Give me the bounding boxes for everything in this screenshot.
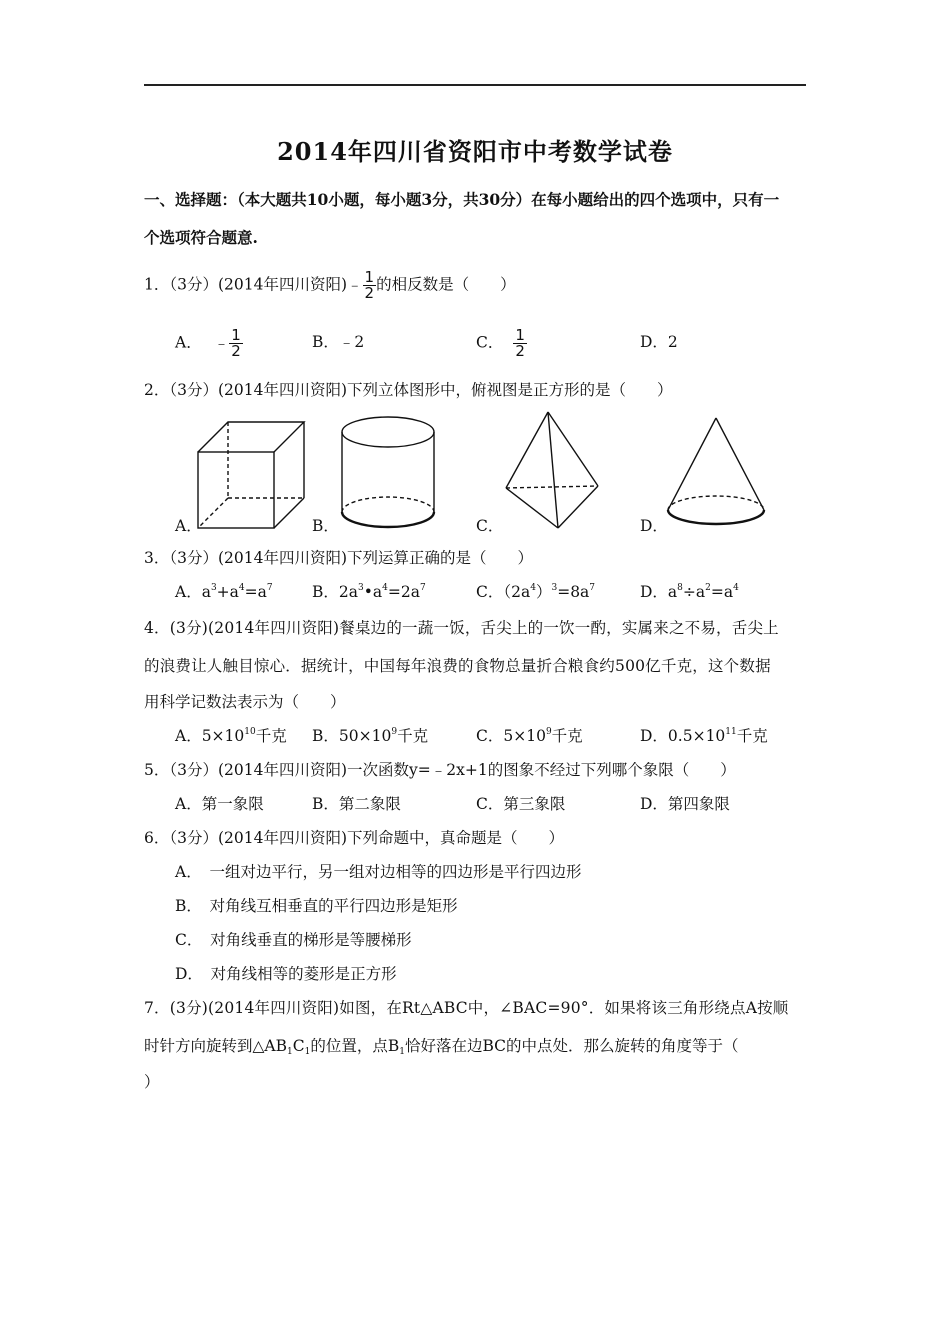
q3-c-exp: 7 — [589, 583, 596, 593]
q3-b-part: B．2a — [312, 583, 358, 601]
q1-fraction — [363, 270, 377, 301]
q7-stem-line2 — [144, 1036, 739, 1056]
q3-a-exp: 3 — [210, 583, 217, 593]
section-heading-line2: 个选项符合题意. — [144, 228, 258, 247]
q3-b-part: •a — [363, 583, 383, 601]
q4-option-d[interactable] — [640, 726, 768, 746]
q5-option-a[interactable]: A．第一象限 — [175, 795, 264, 813]
q4-stem-line1: 4．(3分)(2014年四川资阳)餐桌边的一蔬一饭，舌尖上的一饮一酌，实属来之不易，舌尖上 — [144, 619, 779, 637]
q4-a-exp: 10 — [244, 727, 256, 737]
q2-stem: 2．（3分）(2014年四川资阳)下列立体图形中，俯视图是正方形的是（ ） — [144, 381, 673, 399]
q4-c-exp: 9 — [545, 727, 552, 737]
q4-b-base: B．50×10 — [312, 727, 392, 745]
q7-subscript: 1 — [304, 1047, 311, 1057]
q3-option-a[interactable] — [175, 582, 273, 602]
q1-option-c-denominator: 2 — [515, 342, 525, 360]
q4-stem-line2: 的浪费让人触目惊心．据统计，中国每年浪费的食物总量折合粮食约500亿千克，这个数据 — [144, 657, 771, 675]
q4-d-exp: 11 — [725, 727, 737, 737]
q5-option-b[interactable]: B．第二象限 — [312, 795, 401, 813]
q1-option-a-denominator: 2 — [231, 342, 241, 360]
q4-b-unit: 千克 — [397, 727, 429, 745]
q5-option-c[interactable]: C．第三象限 — [476, 795, 566, 813]
q1-prefix: 1．（3分）(2014年四川资阳) — [144, 275, 348, 294]
q7-text: 的位置，点B — [310, 1037, 400, 1055]
cube-figure — [190, 418, 310, 534]
q4-d-unit: 千克 — [736, 727, 768, 745]
q1-option-c-numerator: 1 — [515, 326, 525, 344]
q3-d-exp: 4 — [733, 583, 739, 593]
q3-option-b[interactable] — [312, 582, 426, 602]
q3-a-part: =a — [244, 583, 267, 601]
q1-option-a-fraction — [229, 328, 243, 359]
q3-b-exp: 7 — [419, 583, 426, 593]
q4-option-a[interactable] — [175, 726, 287, 746]
cylinder-figure — [338, 412, 438, 534]
q3-option-d[interactable] — [640, 582, 739, 602]
section-heading-line1: 一、选择题：（本大题共10小题，每小题3分，共30分）在每小题给出的四个选项中，只有一 — [144, 190, 780, 209]
pyramid-figure — [500, 408, 602, 532]
q1-denominator: 2 — [364, 284, 375, 302]
q2-option-d[interactable]: D． — [640, 517, 668, 535]
q6-option-a[interactable]: A． 一组对边平行，另一组对边相等的四边形是平行四边形 — [175, 863, 582, 881]
q6-option-c[interactable]: C． 对角线垂直的梯形是等腰梯形 — [175, 931, 412, 949]
q3-a-exp: 7 — [266, 583, 273, 593]
q3-b-part: =2a — [387, 583, 420, 601]
q4-option-c[interactable] — [476, 726, 583, 746]
q3-a-exp: 4 — [238, 583, 245, 593]
q3-c-part: =8a — [557, 583, 590, 601]
q7-text: 时针方向旋转到△AB — [144, 1037, 288, 1055]
q7-stem-line3: ） — [144, 1073, 160, 1091]
q3-d-part: ÷a — [682, 583, 706, 601]
q3-d-part: D．a — [640, 583, 678, 601]
q3-d-part: =a — [710, 583, 734, 601]
q1-stem — [144, 270, 516, 301]
q4-b-exp: 9 — [391, 727, 398, 737]
q1-numerator: 1 — [364, 268, 375, 286]
header-rule — [144, 84, 806, 86]
q3-c-exp: 3 — [551, 583, 558, 593]
q3-d-exp: 2 — [705, 583, 711, 593]
q3-c-part: C．（2a — [476, 583, 531, 601]
q1-suffix: 的相反数是（ ） — [376, 275, 516, 294]
q1-option-c[interactable] — [476, 328, 527, 359]
cone-figure — [664, 414, 770, 534]
q1-option-c-fraction — [513, 328, 527, 359]
q7-text: 恰好落在边BC的中点处．那么旋转的角度等于（ — [405, 1037, 739, 1055]
q4-stem-line3: 用科学记数法表示为（ ） — [144, 693, 346, 711]
q2-option-c[interactable]: C． — [476, 517, 504, 535]
q7-subscript: 1 — [399, 1047, 405, 1057]
q6-option-b[interactable]: B． 对角线互相垂直的平行四边形是矩形 — [175, 897, 458, 915]
q2-option-a[interactable]: A． — [175, 517, 202, 535]
q4-option-b[interactable] — [312, 726, 428, 746]
q3-a-part: A．a — [175, 583, 211, 601]
q1-option-a[interactable] — [175, 328, 243, 359]
q3-b-exp: 3 — [358, 583, 364, 593]
q1-option-c-label: C． — [476, 333, 504, 352]
q1-sign: ﹣ — [347, 275, 363, 294]
q4-a-unit: 千克 — [255, 727, 287, 745]
q6-stem: 6．（3分）(2014年四川资阳)下列命题中，真命题是（ ） — [144, 829, 565, 847]
q1-option-a-numerator: 1 — [231, 326, 241, 344]
q4-d-base: D．0.5×10 — [640, 727, 726, 745]
q3-option-c[interactable] — [476, 582, 595, 602]
q1-option-d[interactable]: D．2 — [640, 333, 678, 351]
q7-stem-line1: 7．(3分)(2014年四川资阳)如图，在Rt△ABC中，∠BAC=90°．如果将该三角形绕点A按顺 — [144, 999, 789, 1017]
q5-stem: 5．（3分）(2014年四川资阳)一次函数y=﹣2x+1的图象不经过下列哪个象限（ ） — [144, 761, 736, 779]
q3-b-exp: 4 — [382, 583, 388, 593]
q7-text: C — [292, 1037, 305, 1055]
q2-option-b[interactable]: B． — [312, 517, 339, 535]
q1-option-a-label: A． — [175, 333, 202, 352]
q3-c-part: ） — [535, 583, 552, 601]
q4-c-base: C．5×10 — [476, 727, 546, 745]
q3-stem: 3．（3分）(2014年四川资阳)下列运算正确的是（ ） — [144, 549, 534, 567]
q6-option-d[interactable]: D． 对角线相等的菱形是正方形 — [175, 965, 397, 983]
q4-c-unit: 千克 — [551, 727, 583, 745]
q7-subscript: 1 — [287, 1047, 293, 1057]
q3-d-exp: 8 — [677, 583, 683, 593]
q3-a-part: +a — [216, 583, 239, 601]
q1-option-a-sign: ﹣ — [213, 333, 230, 352]
q3-c-exp: 4 — [530, 583, 536, 593]
q1-option-b[interactable]: B．﹣2 — [312, 333, 365, 351]
q5-option-d[interactable]: D．第四象限 — [640, 795, 730, 813]
page-title: 2014年四川省资阳市中考数学试卷 — [277, 137, 673, 166]
q4-a-base: A．5×10 — [175, 727, 245, 745]
